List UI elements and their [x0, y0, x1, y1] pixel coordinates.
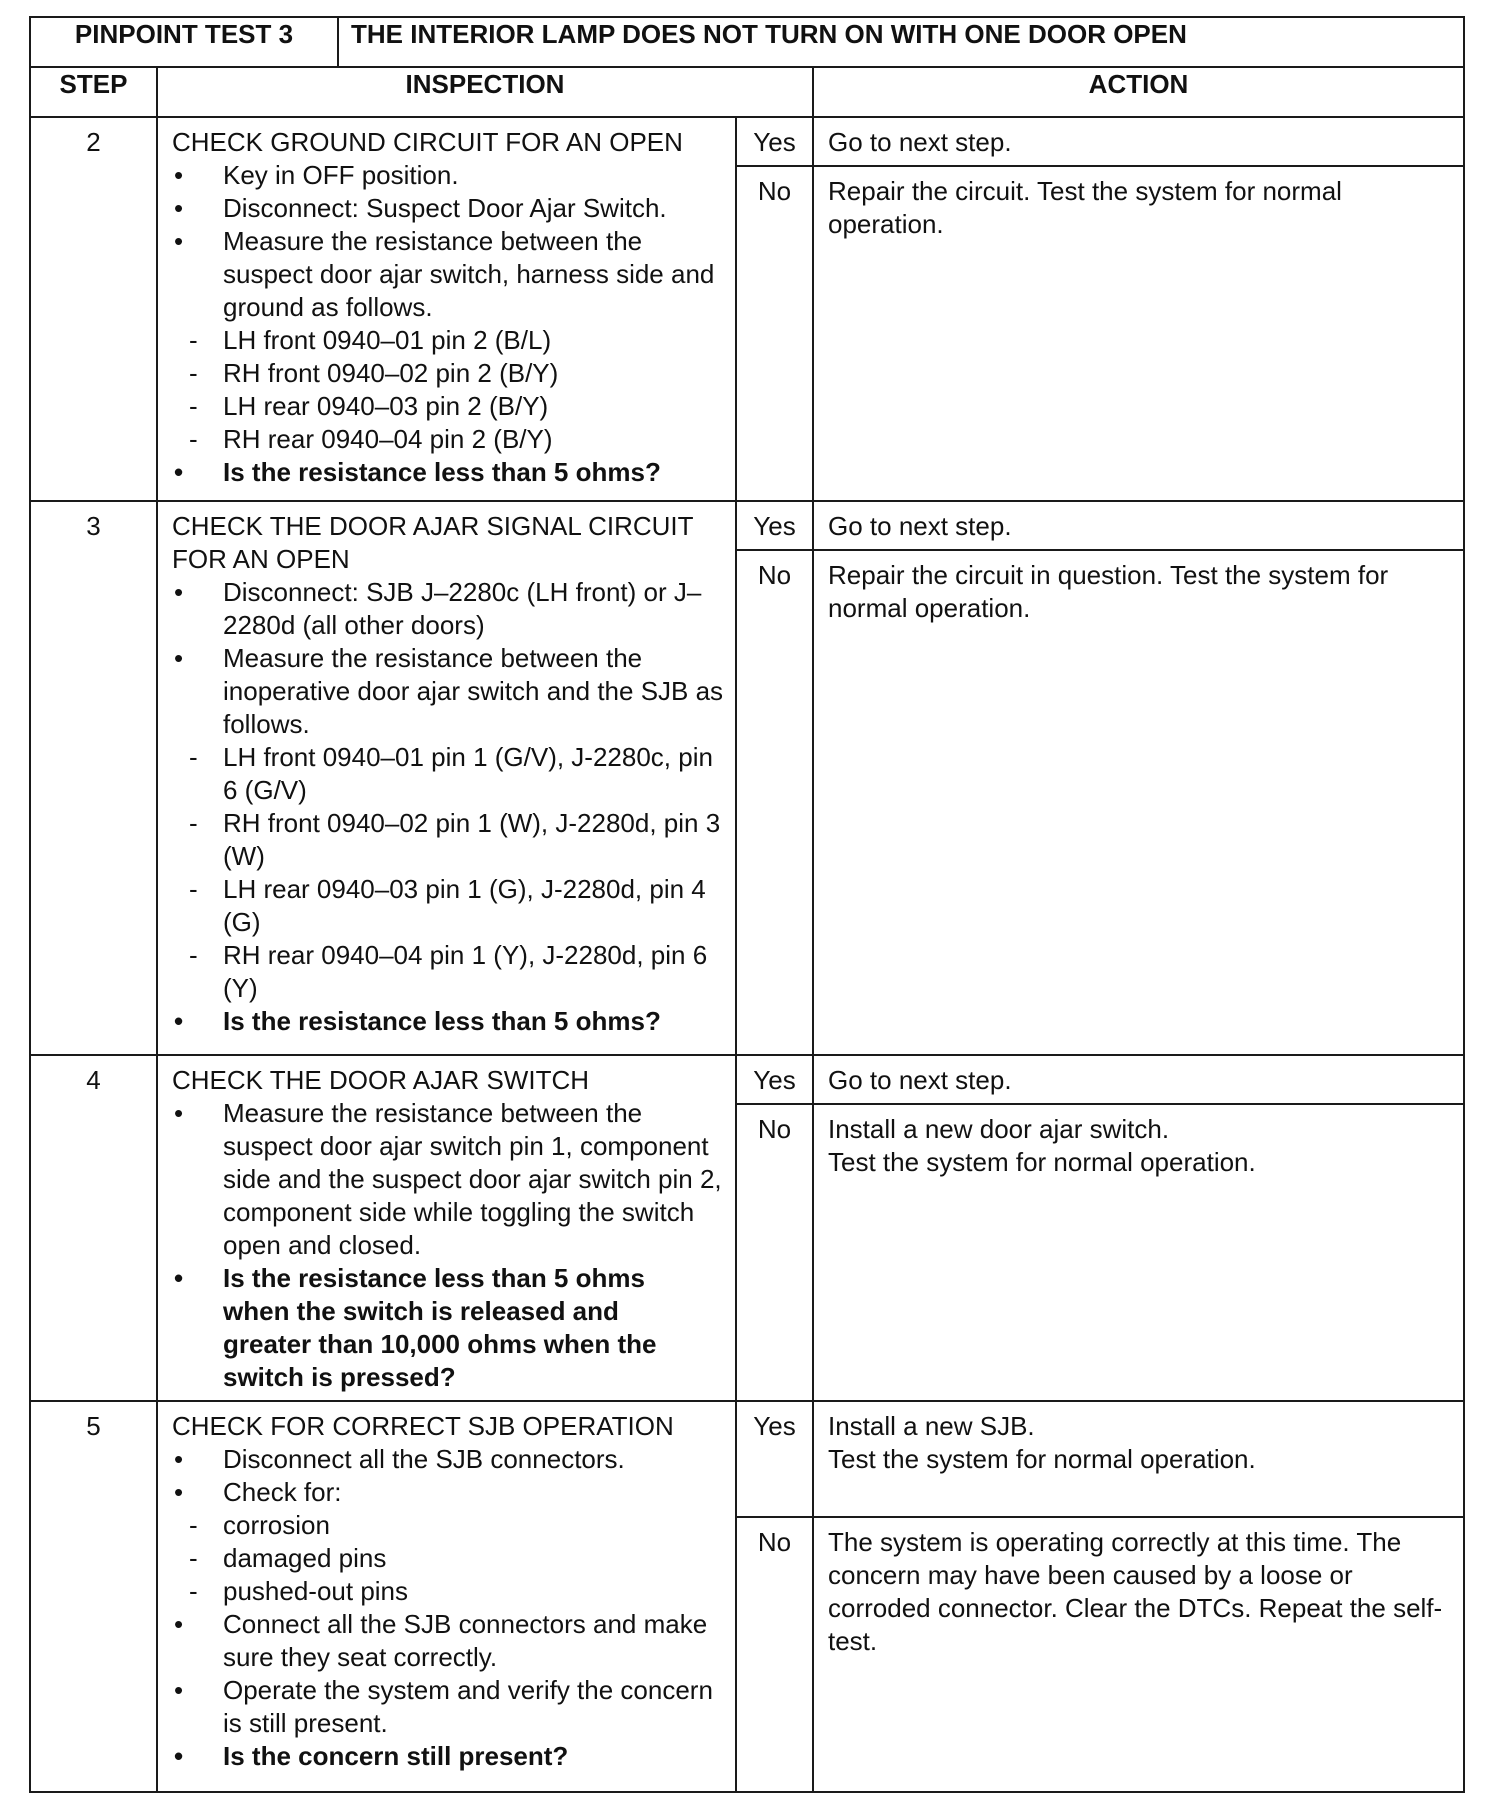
yes-action — [813, 1401, 1464, 1517]
sub-item: - RH front 0940–02 pin 1 (W), J-2280d, pin 3 (W) — [189, 807, 725, 873]
question: • Is the concern still present? — [172, 1740, 725, 1773]
sub-item: - LH rear 0940–03 pin 1 (G), J-2280d, pin 4 (G) — [189, 873, 725, 939]
sub-item: - pushed-out pins — [189, 1575, 725, 1608]
inspection-cell — [157, 1401, 736, 1792]
step-number: 2 — [30, 117, 157, 501]
bullet-list — [172, 159, 725, 489]
step-row — [30, 1401, 1464, 1517]
yes-label: Yes — [736, 117, 813, 166]
check-heading: CHECK GROUND CIRCUIT FOR AN OPEN — [172, 127, 683, 157]
check-heading: CHECK THE DOOR AJAR SWITCH — [172, 1065, 590, 1095]
sub-list — [189, 1509, 725, 1608]
no-label: No — [736, 166, 813, 501]
pinpoint-test-sheet — [29, 16, 1463, 1793]
bullet-item: • Connect all the SJB connectors and make sure they seat correctly. — [172, 1608, 725, 1674]
sub-item: - LH front 0940–01 pin 2 (B/L) — [189, 324, 725, 357]
column-header-row — [30, 67, 1464, 117]
bullet-list — [172, 1097, 725, 1394]
col-action-header: ACTION — [813, 67, 1464, 117]
no-action: Repair the circuit. Test the system for normal operation. — [813, 166, 1464, 501]
sub-item: - corrosion — [189, 1509, 725, 1542]
check-heading: CHECK THE DOOR AJAR SIGNAL CIRCUIT FOR AN OPEN — [172, 511, 694, 574]
bullet-item: • Disconnect: Suspect Door Ajar Switch. — [172, 192, 725, 225]
test-title: THE INTERIOR LAMP DOES NOT TURN ON WITH ONE DOOR OPEN — [338, 17, 1464, 67]
bullet-text: Measure the resistance between the suspect door ajar switch, harness side and ground as follows. — [223, 226, 715, 322]
step-row — [30, 501, 1464, 550]
bullet-item: • Key in OFF position. — [172, 159, 725, 192]
question: • Is the resistance less than 5 ohms? — [172, 1005, 725, 1038]
yes-action-line: Test the system for normal operation. — [828, 1444, 1256, 1474]
sub-list — [189, 324, 725, 456]
bullet-item: • Measure the resistance between the suspect door ajar switch pin 1, component side and the suspect door ajar switch pin 2, component side while toggling the switch open and closed. — [172, 1097, 725, 1262]
col-inspection-header: INSPECTION — [157, 67, 813, 117]
bullet-item: • Disconnect all the SJB connectors. — [172, 1443, 725, 1476]
inspection-cell — [157, 1055, 736, 1401]
yes-action-line: Install a new SJB. — [828, 1411, 1035, 1441]
yes-action: Go to next step. — [813, 1055, 1464, 1104]
question: • Is the resistance less than 5 ohms? — [172, 456, 725, 489]
step-row — [30, 117, 1464, 166]
bullet-item — [172, 1476, 725, 1608]
yes-label: Yes — [736, 1401, 813, 1517]
yes-label: Yes — [736, 1055, 813, 1104]
yes-label: Yes — [736, 501, 813, 550]
step-number: 4 — [30, 1055, 157, 1401]
check-heading: CHECK FOR CORRECT SJB OPERATION — [172, 1411, 674, 1441]
no-action: Repair the circuit in question. Test the system for normal operation. — [813, 550, 1464, 1055]
bullet-item: • Disconnect: SJB J–2280c (LH front) or J–2280d (all other doors) — [172, 576, 725, 642]
inspection-cell — [157, 501, 736, 1055]
sub-list — [189, 741, 725, 1005]
sub-item: - RH front 0940–02 pin 2 (B/Y) — [189, 357, 725, 390]
no-action: The system is operating correctly at this time. The concern may have been caused by a loose or corroded connector. Clear the DTCs. Repeat the self-test. — [813, 1517, 1464, 1792]
no-label: No — [736, 550, 813, 1055]
inspection-cell — [157, 117, 736, 501]
step-number: 5 — [30, 1401, 157, 1792]
bullet-item — [172, 642, 725, 1005]
bullet-list — [172, 576, 725, 1038]
no-label: No — [736, 1104, 813, 1401]
bullet-item: • Operate the system and verify the concern is still present. — [172, 1674, 725, 1740]
sub-item: - damaged pins — [189, 1542, 725, 1575]
no-label: No — [736, 1517, 813, 1792]
bullet-text: Check for: — [223, 1477, 342, 1507]
pinpoint-test-table — [29, 16, 1465, 1793]
no-action-line: Test the system for normal operation. — [828, 1147, 1256, 1177]
sub-item: - LH rear 0940–03 pin 2 (B/Y) — [189, 390, 725, 423]
question: • Is the resistance less than 5 ohms when the switch is released and greater than 10,000 ohms when the switch is pressed? — [172, 1262, 725, 1394]
test-number: PINPOINT TEST 3 — [30, 17, 338, 67]
yes-action: Go to next step. — [813, 117, 1464, 166]
yes-action: Go to next step. — [813, 501, 1464, 550]
sub-item: - RH rear 0940–04 pin 1 (Y), J-2280d, pin 6 (Y) — [189, 939, 725, 1005]
step-number: 3 — [30, 501, 157, 1055]
no-action-line: Install a new door ajar switch. — [828, 1114, 1170, 1144]
no-action — [813, 1104, 1464, 1401]
bullet-item — [172, 225, 725, 456]
bullet-list — [172, 1443, 725, 1773]
col-step-header: STEP — [30, 67, 157, 117]
step-row — [30, 1055, 1464, 1104]
bullet-text: Measure the resistance between the inoperative door ajar switch and the SJB as follows. — [223, 643, 724, 739]
sub-item: - LH front 0940–01 pin 1 (G/V), J-2280c, pin 6 (G/V) — [189, 741, 725, 807]
sub-item: - RH rear 0940–04 pin 2 (B/Y) — [189, 423, 725, 456]
title-row — [30, 17, 1464, 67]
